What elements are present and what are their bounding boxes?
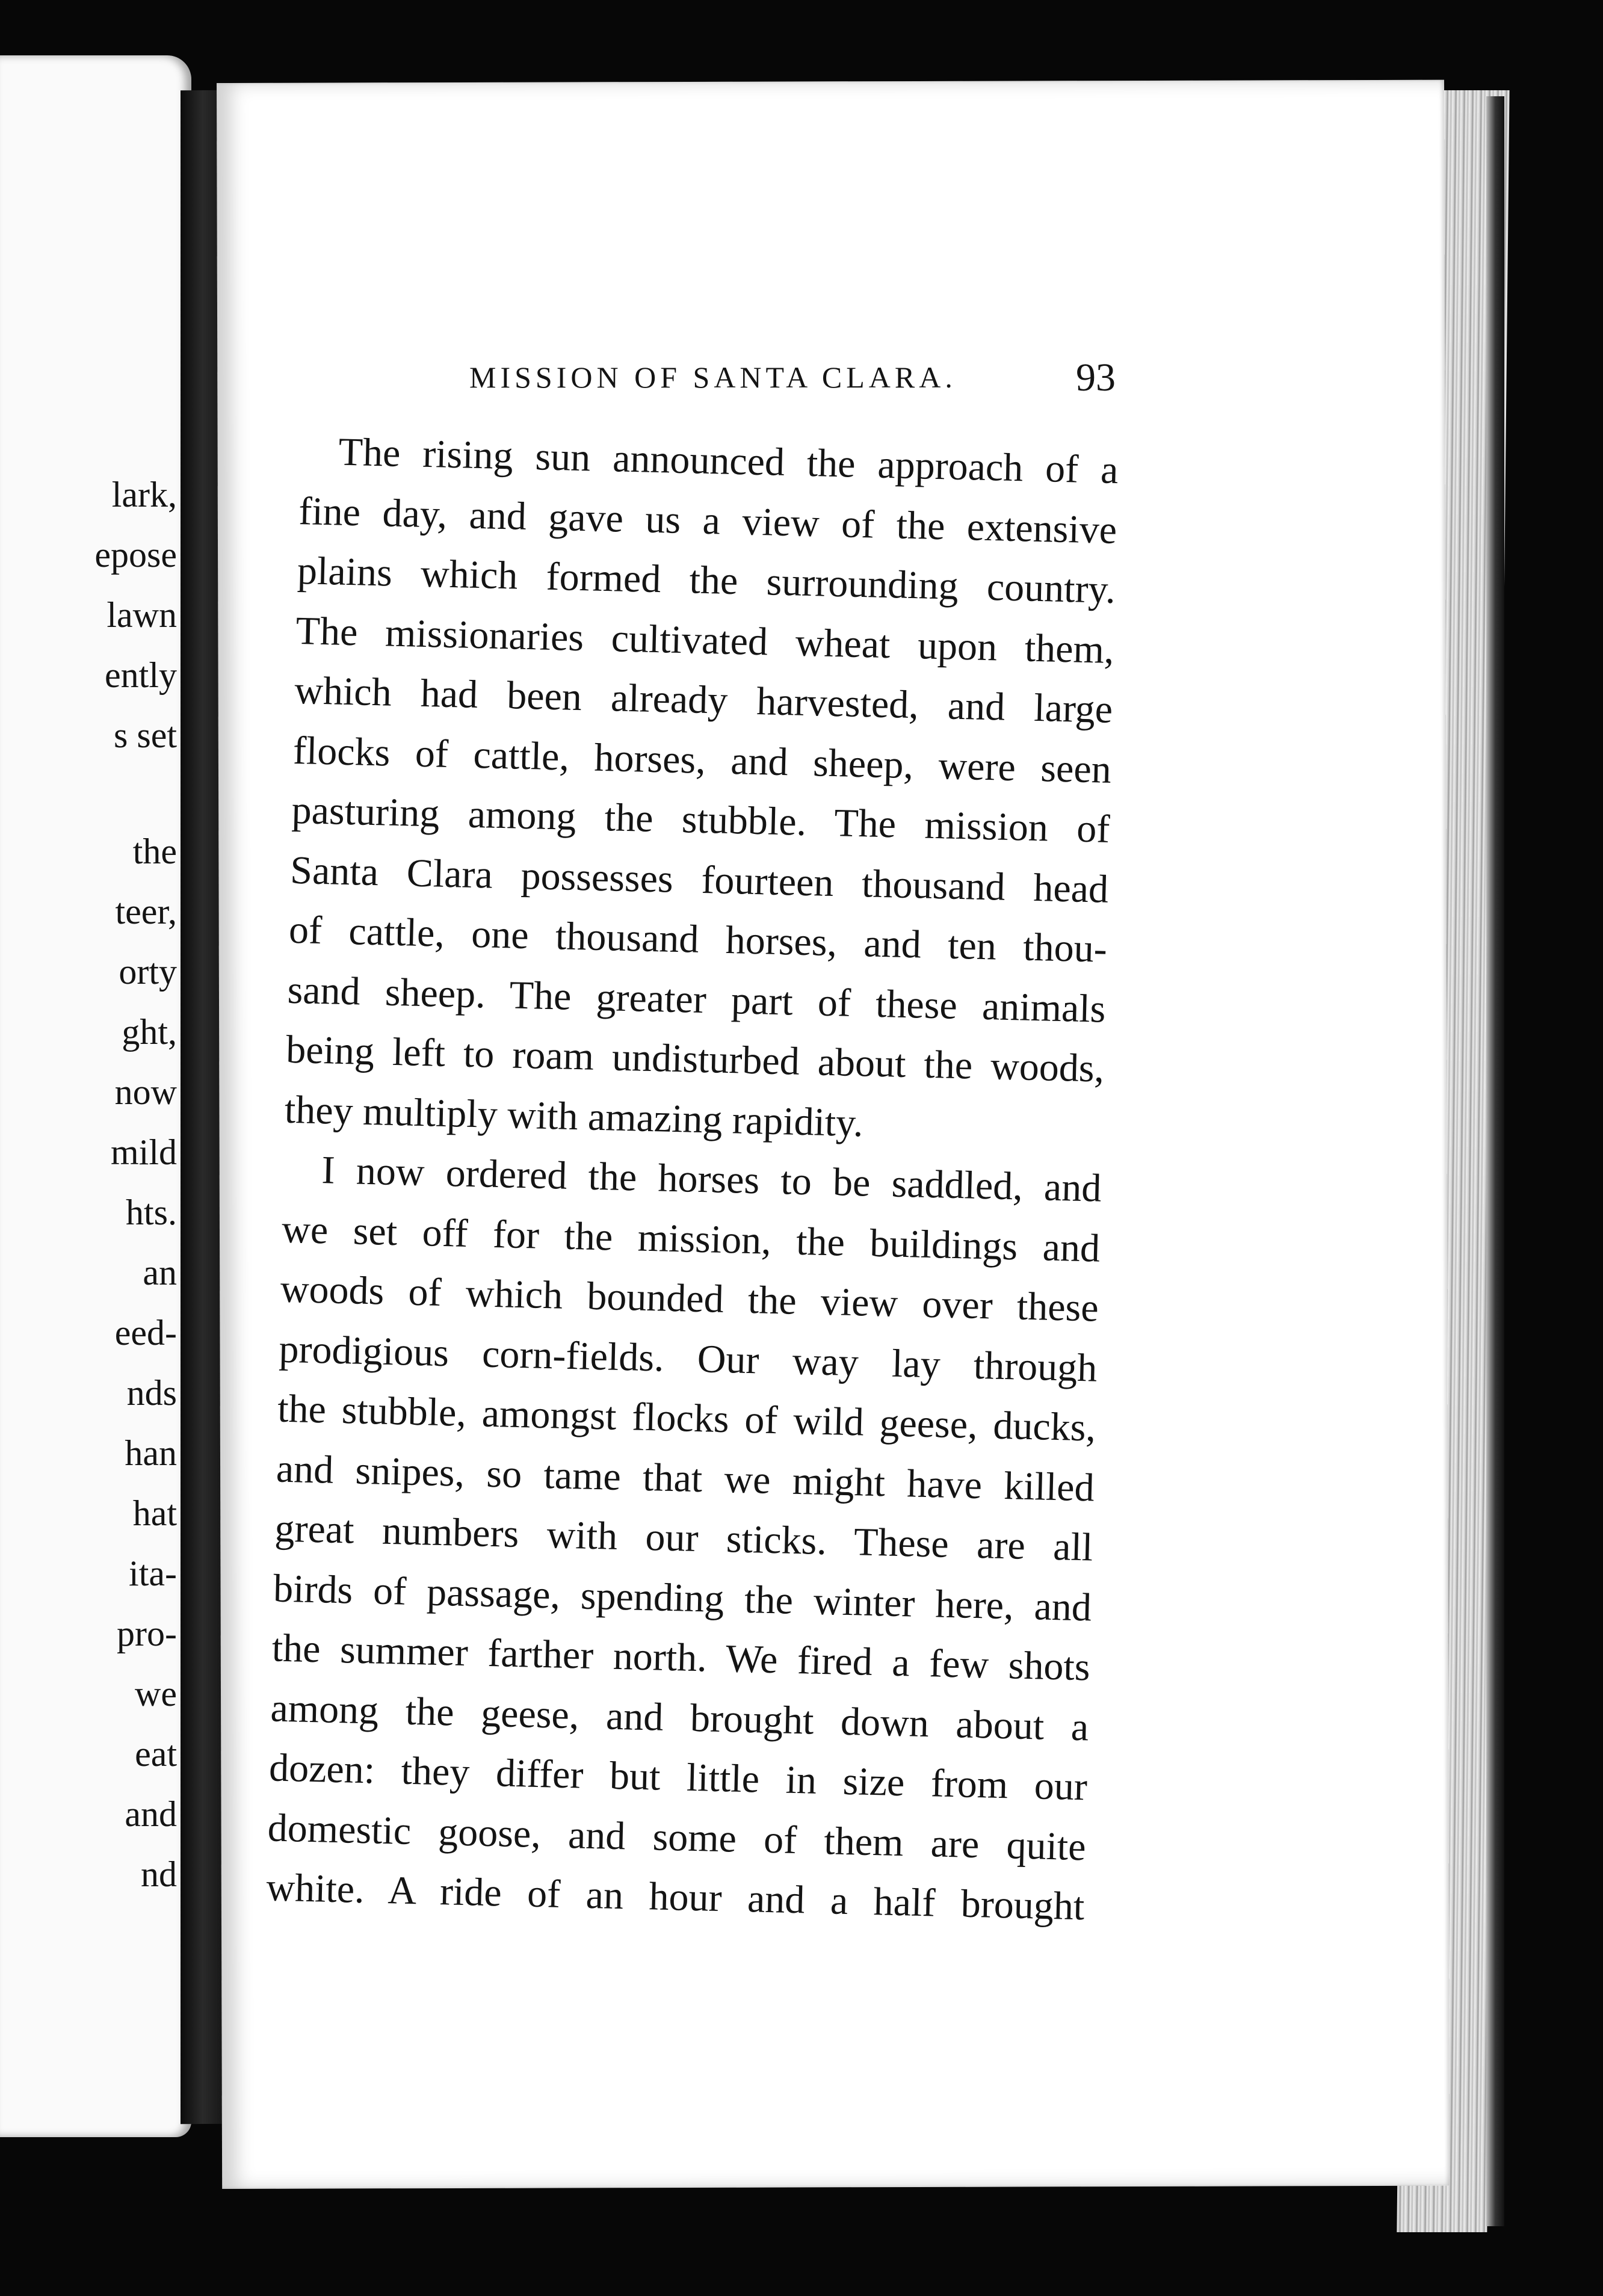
left-page-fragment: eat <box>135 1734 177 1774</box>
text-line: domestic goose, and some of them are quite <box>267 1805 1087 1869</box>
text-line: the summer farther north. We fired a few shots <box>271 1626 1091 1690</box>
text-line: dozen: they differ but little in size from our <box>268 1745 1088 1809</box>
left-page-fragment: an <box>143 1253 177 1292</box>
text-line: flocks of cattle, horses, and sheep, were seen <box>292 728 1112 792</box>
text-line: great numbers with our sticks. These are all <box>274 1506 1094 1570</box>
left-page-fragment: now <box>114 1072 177 1112</box>
left-page-fragment: orty <box>119 952 177 992</box>
left-page-fragment: and <box>125 1794 177 1834</box>
text-line: fine day, and gave us a view of the extensive <box>298 489 1117 552</box>
text-line: I now ordered the horses to be saddled, and <box>321 1148 1102 1211</box>
left-page-fragment: ently <box>105 655 177 695</box>
left-page-fragment: pro- <box>117 1614 177 1653</box>
left-page-fragment: lawn <box>107 595 177 635</box>
text-line: pasturing among the stubble. The mission of <box>291 788 1111 851</box>
text-line: being left to roam undisturbed about the woods, <box>285 1027 1105 1091</box>
left-page-fragment: teer, <box>115 892 177 931</box>
text-line: the stubble, amongst flocks of wild geese, ducks, <box>277 1386 1096 1450</box>
left-facing-page <box>0 55 191 2137</box>
text-line: woods of which bounded the view over these <box>280 1267 1099 1330</box>
text-line: sand sheep. The greater part of these animals <box>286 967 1107 1031</box>
left-page-fragment: lark, <box>111 475 177 514</box>
text-line: plains which formed the surrounding country. <box>297 548 1116 612</box>
text-line: we set off for the mission, the buildings and <box>281 1207 1101 1271</box>
left-page-fragment: eed- <box>114 1313 177 1353</box>
text-line: The rising sun announced the approach of a <box>338 430 1119 493</box>
running-head: MISSION OF SANTA CLARA. <box>469 360 957 394</box>
text-line: The missionaries cultivated wheat upon them, <box>295 608 1115 672</box>
page-header <box>469 355 1119 403</box>
text-line: white. A ride of an hour and a half brought <box>265 1865 1086 1929</box>
left-page-fragment: ita- <box>129 1554 177 1593</box>
left-page-fragment: the <box>132 832 177 871</box>
left-page-fragment: s set <box>114 715 177 755</box>
left-page-fragment: hat <box>132 1493 177 1533</box>
left-page-fragment: ght, <box>122 1012 177 1052</box>
left-page-fragment: nd <box>141 1854 177 1894</box>
text-line: and snipes, so tame that we might have killed <box>276 1446 1095 1510</box>
page-number: 93 <box>1076 356 1116 400</box>
left-page-fragment: nds <box>126 1373 177 1413</box>
left-page-fragment: han <box>125 1433 177 1473</box>
text-line: which had been already harvested, and large <box>294 668 1113 732</box>
text-line: they multiply with amazing rapidity. <box>284 1087 864 1145</box>
body-text <box>265 421 1119 1937</box>
cover-edge <box>1486 96 1504 2226</box>
left-page-fragment: hts. <box>125 1193 177 1232</box>
text-line: Santa Clara possesses fourteen thousand head <box>289 848 1109 912</box>
text-line: of cattle, one thousand horses, and ten thou- <box>288 907 1108 971</box>
left-page-fragment: mild <box>110 1132 177 1172</box>
left-page-fragment: epose <box>94 535 177 575</box>
text-line: birds of passage, spending the winter here, and <box>273 1566 1092 1629</box>
text-line: among the geese, and brought down about a <box>270 1685 1090 1749</box>
text-line: prodigious corn-fields. Our way lay through <box>278 1327 1098 1390</box>
left-page-fragment: we <box>135 1674 177 1714</box>
